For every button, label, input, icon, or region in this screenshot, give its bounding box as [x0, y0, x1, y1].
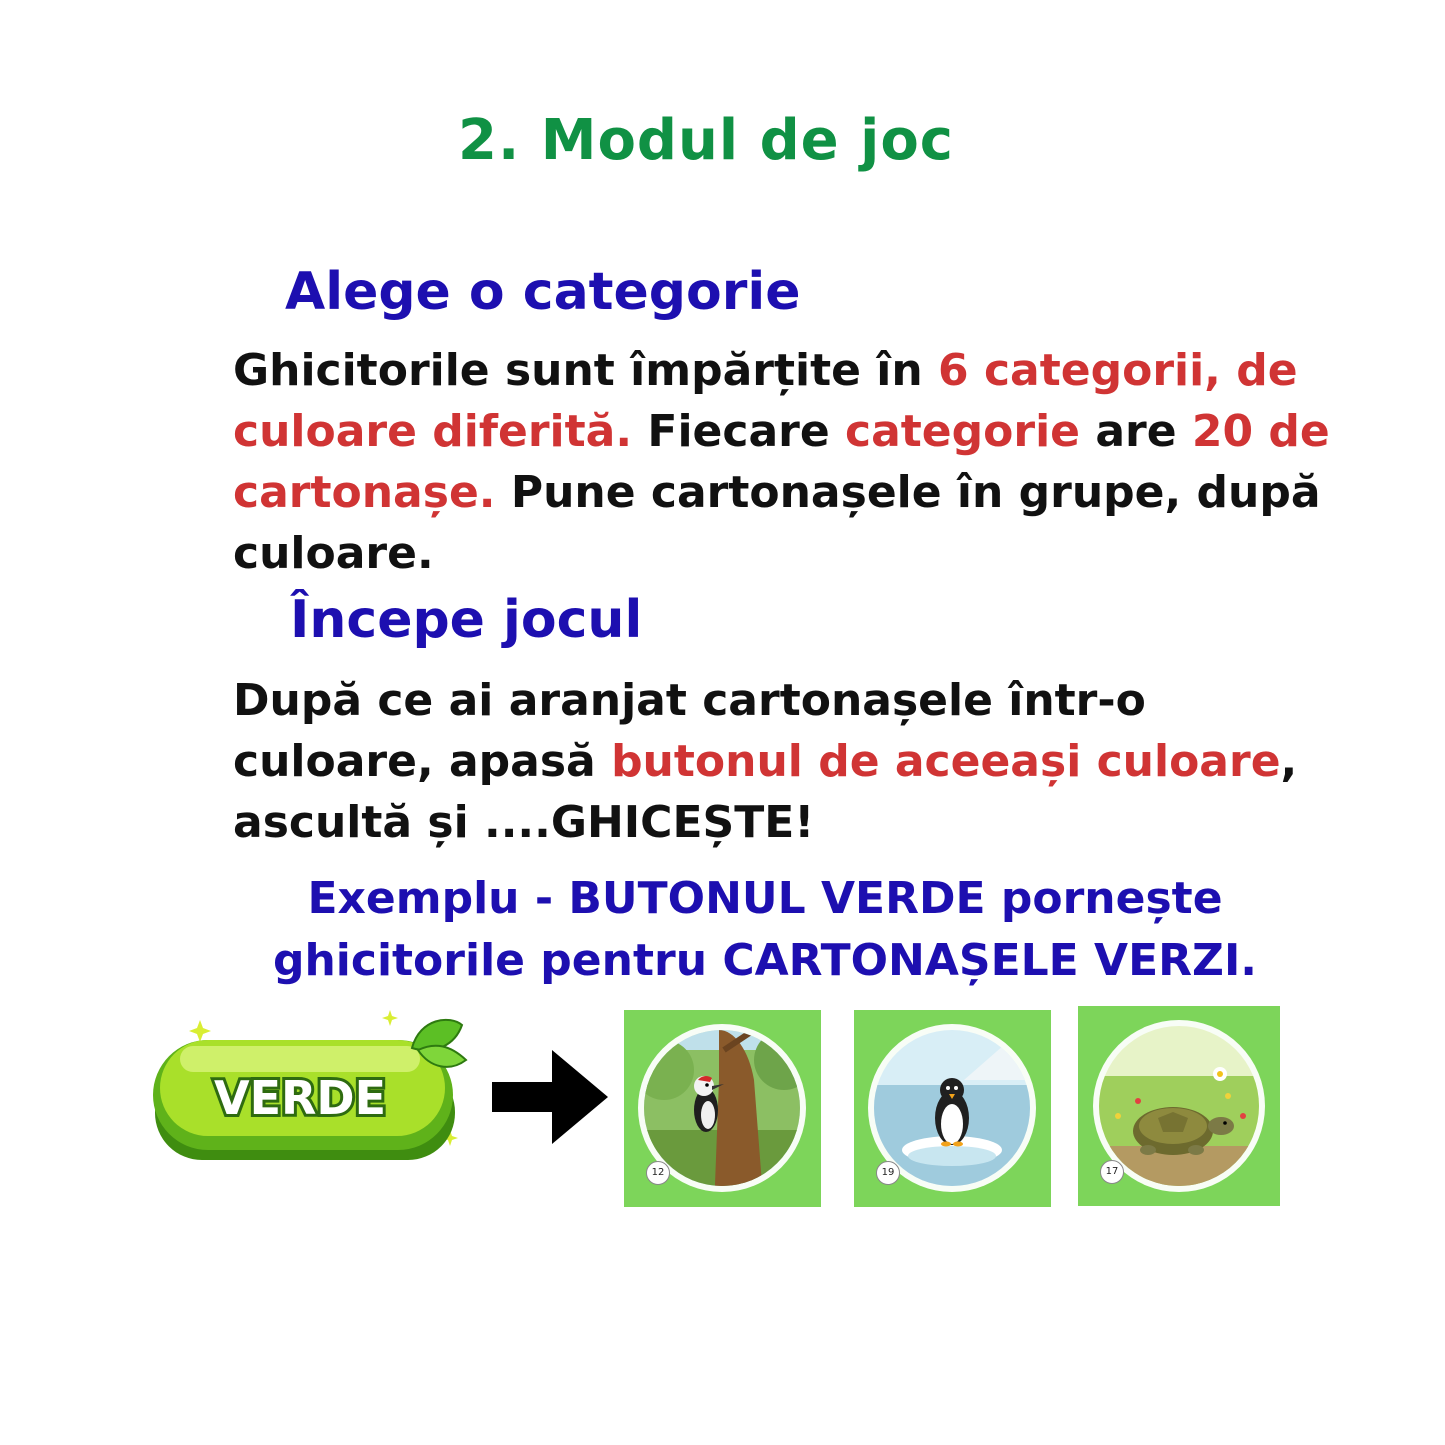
section-text-categories	[233, 340, 1333, 584]
highlight-same-color-button: butonul de aceeași culoare	[611, 736, 1281, 787]
card-turtle[interactable]	[1078, 1006, 1280, 1206]
text-segment: Fiecare	[632, 406, 845, 457]
text-segment: , ascultă și ....GHICEȘTE!	[233, 736, 1298, 848]
verde-button[interactable]	[150, 1010, 470, 1170]
example-line-2: ghicitorile pentru CARTONAȘELE VERZI.	[272, 935, 1258, 986]
card-number: 12	[646, 1161, 670, 1185]
text-segment: are	[1080, 406, 1192, 457]
text-segment: Pune cartonașele în grupe, după culoare.	[233, 467, 1321, 579]
text-segment: Ghicitorile sunt împărțite în	[233, 345, 939, 396]
card-number: 17	[1100, 1160, 1124, 1184]
section-heading-choose-category: Alege o categorie	[285, 262, 801, 322]
section-heading-start-game: Începe jocul	[290, 590, 643, 650]
text-segment: După ce ai aranjat cartonașele într-o culoare, apasă	[233, 675, 1146, 787]
highlight-twenty-cards: 20 de cartonașe.	[233, 406, 1330, 518]
highlight-six-categories: 6 categorii, de culoare diferită.	[233, 345, 1298, 457]
highlight-category: categorie	[845, 406, 1080, 457]
section-text-start	[233, 670, 1333, 853]
example-text	[230, 868, 1300, 992]
page-title: 2. Modul de joc	[457, 108, 954, 173]
card-number: 19	[876, 1161, 900, 1185]
arrow-right-icon	[490, 1050, 610, 1145]
card-woodpecker[interactable]	[624, 1010, 821, 1207]
card-penguin[interactable]	[854, 1010, 1051, 1207]
example-line-1: Exemplu - BUTONUL VERDE pornește	[307, 873, 1223, 924]
verde-button-label: VERDE	[213, 1071, 387, 1125]
